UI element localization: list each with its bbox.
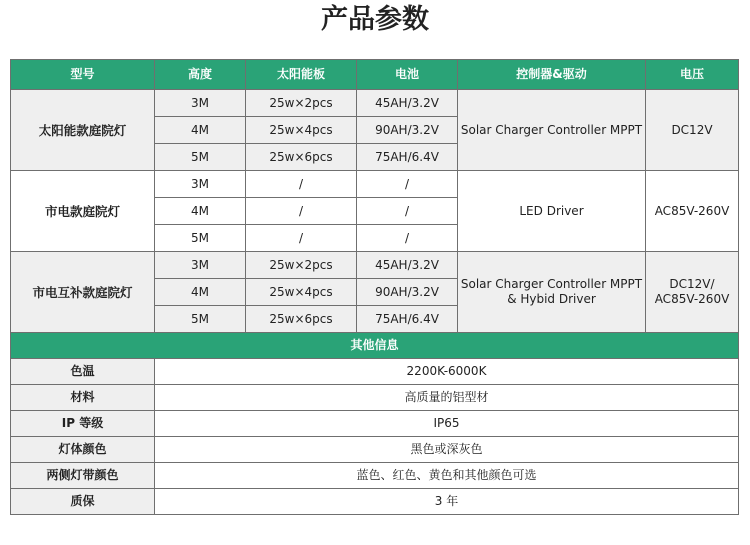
info-value: IP65 — [155, 411, 739, 437]
header-controller: 控制器&驱动 — [458, 60, 646, 90]
header-voltage: 电压 — [646, 60, 739, 90]
height-cell: 4M — [155, 279, 246, 306]
header-model: 型号 — [11, 60, 155, 90]
info-row — [11, 411, 739, 437]
table-row — [11, 90, 739, 117]
panel-cell: 25w×4pcs — [246, 117, 357, 144]
table-row — [11, 171, 739, 198]
header-battery: 电池 — [357, 60, 458, 90]
panel-cell: 25w×6pcs — [246, 144, 357, 171]
panel-cell: / — [246, 225, 357, 252]
panel-cell: 25w×6pcs — [246, 306, 357, 333]
info-row — [11, 437, 739, 463]
battery-cell: 75AH/6.4V — [357, 144, 458, 171]
info-row — [11, 489, 739, 515]
model-cell: 市电互补款庭院灯 — [11, 252, 155, 333]
info-label: 质保 — [11, 489, 155, 515]
voltage-cell: DC12V/ AC85V-260V — [646, 252, 739, 333]
info-label: 两侧灯带颜色 — [11, 463, 155, 489]
battery-cell: / — [357, 198, 458, 225]
height-cell: 5M — [155, 225, 246, 252]
model-cell: 太阳能款庭院灯 — [11, 90, 155, 171]
panel-cell: 25w×2pcs — [246, 252, 357, 279]
header-row — [11, 60, 739, 90]
battery-cell: 90AH/3.2V — [357, 279, 458, 306]
height-cell: 3M — [155, 171, 246, 198]
header-height: 高度 — [155, 60, 246, 90]
voltage-cell: AC85V-260V — [646, 171, 739, 252]
panel-cell: / — [246, 198, 357, 225]
info-value: 蓝色、红色、黄色和其他颜色可选 — [155, 463, 739, 489]
height-cell: 3M — [155, 90, 246, 117]
height-cell: 3M — [155, 252, 246, 279]
info-label: 材料 — [11, 385, 155, 411]
voltage-cell: DC12V — [646, 90, 739, 171]
info-row — [11, 359, 739, 385]
controller-cell: Solar Charger Controller MPPT & Hybid Driver — [458, 252, 646, 333]
panel-cell: 25w×4pcs — [246, 279, 357, 306]
controller-cell: Solar Charger Controller MPPT — [458, 90, 646, 171]
other-info-heading-row — [11, 333, 739, 359]
controller-cell: LED Driver — [458, 171, 646, 252]
height-cell: 4M — [155, 117, 246, 144]
battery-cell: 45AH/3.2V — [357, 90, 458, 117]
panel-cell: 25w×2pcs — [246, 90, 357, 117]
info-value: 高质量的铝型材 — [155, 385, 739, 411]
info-label: IP 等级 — [11, 411, 155, 437]
product-spec-table — [10, 59, 739, 515]
battery-cell: / — [357, 225, 458, 252]
info-row — [11, 385, 739, 411]
info-value: 2200K-6000K — [155, 359, 739, 385]
info-label: 色温 — [11, 359, 155, 385]
model-cell: 市电款庭院灯 — [11, 171, 155, 252]
battery-cell: 75AH/6.4V — [357, 306, 458, 333]
panel-cell: / — [246, 171, 357, 198]
table-row — [11, 252, 739, 279]
header-solar-panel: 太阳能板 — [246, 60, 357, 90]
height-cell: 5M — [155, 144, 246, 171]
info-value: 黑色或深灰色 — [155, 437, 739, 463]
battery-cell: / — [357, 171, 458, 198]
info-label: 灯体颜色 — [11, 437, 155, 463]
height-cell: 5M — [155, 306, 246, 333]
info-value: 3 年 — [155, 489, 739, 515]
height-cell: 4M — [155, 198, 246, 225]
battery-cell: 45AH/3.2V — [357, 252, 458, 279]
other-info-heading: 其他信息 — [11, 333, 739, 359]
page-title: 产品参数 — [321, 4, 429, 35]
info-row — [11, 463, 739, 489]
battery-cell: 90AH/3.2V — [357, 117, 458, 144]
